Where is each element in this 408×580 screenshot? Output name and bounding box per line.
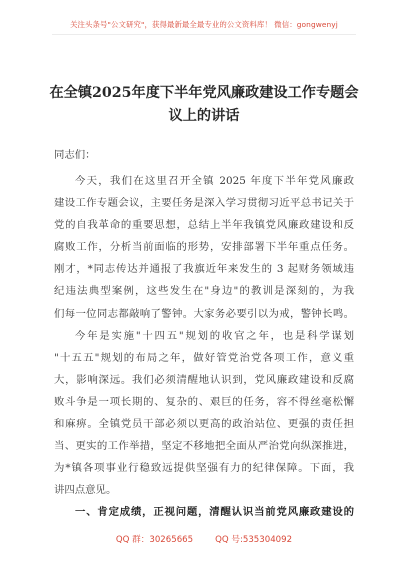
body-line: 腐败工作，分析当前面临的形势，安排部署下半年重点任务。 xyxy=(54,241,354,254)
footer-qq-group: QQ 群：30265665 xyxy=(115,535,194,545)
body-line: 今天，我们在这里召开全镇 2025 年度下半年党风廉政 xyxy=(75,175,354,187)
title-line-1: 在全镇2025年度下半年党风廉政建设工作专题会 xyxy=(49,85,359,101)
footer-contact xyxy=(0,533,408,545)
body-line: 讲四点意见。 xyxy=(54,484,117,497)
section-heading: 一、肯定成绩，正视问题，清醒认识当前党风廉政建设的 xyxy=(75,506,354,519)
body-line: 今年是实施"十四五"规划的收官之年，也是科学谋划 xyxy=(75,329,354,342)
body-line: 当、更实的工作举措，坚定不移地把全面从严治党向纵深推进， xyxy=(54,440,354,453)
title-line-2: 议上的讲话 xyxy=(168,108,240,124)
body-line: 们每一位同志都敲响了警钟。大家务必要引以为戒，警钟长鸣。 xyxy=(54,307,354,320)
salutation: 同志们： xyxy=(54,149,96,161)
document-title xyxy=(48,82,360,128)
footer-qq-number: QQ 号:535304092 xyxy=(215,535,293,545)
body-line: "十五五"规划的布局之年，做好管党治党各项工作，意义重 xyxy=(54,351,354,364)
body-line: 党的自我革命的重要思想，总结上半年我镇党风廉政建设和反 xyxy=(54,219,354,232)
body-line: 纪违法典型案例，这些发生在"身边"的教训是深刻的，为我 xyxy=(54,285,354,298)
header-divider xyxy=(52,34,356,35)
body-line: 建设工作专题会议，主要任务是深入学习贯彻习近平总书记关于 xyxy=(54,197,354,210)
body-line: 刚才，*同志传达并通报了我旗近年来发生的 3 起财务领域违 xyxy=(54,263,354,276)
body-line: 败斗争是一项长期的、复杂的、艰巨的任务，容不得丝毫松懈 xyxy=(54,395,354,408)
header-banner: 关注头条号"公文研究"，获得最新最全最专业的公文资料库！ 微信：gongwenyj xyxy=(70,20,338,29)
document-body xyxy=(54,170,354,524)
body-line: 为*镇各项事业行稳致远提供坚强有力的纪律保障。下面，我 xyxy=(54,462,354,475)
body-line: 和麻痹。全镇党员干部必须以更高的政治站位、更强的责任担 xyxy=(54,418,354,431)
body-line: 大，影响深远。我们必须清醒地认识到，党风廉政建设和反腐 xyxy=(54,373,354,386)
